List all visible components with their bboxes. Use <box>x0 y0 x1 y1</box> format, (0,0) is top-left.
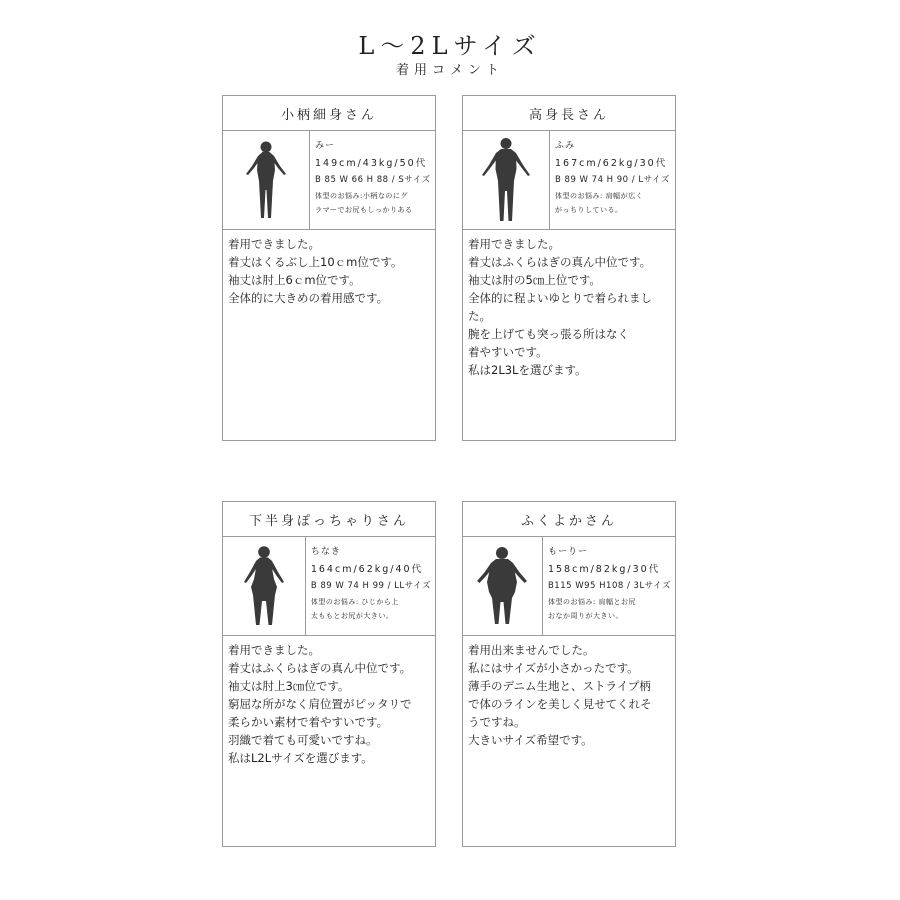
comment-line: 着用出来ませんでした。 <box>468 643 595 657</box>
profile-info <box>310 131 435 229</box>
comment-line: 着用できました。 <box>228 643 320 657</box>
review-card-petite <box>222 95 436 441</box>
reviewer-measurements: B 89 W 74 H 99 / LLサイズ <box>310 581 431 591</box>
tall-figure-icon <box>463 131 550 229</box>
reviewer-measurements: B 89 W 74 H 90 / Lサイズ <box>555 175 670 185</box>
profile-row <box>223 537 435 636</box>
comment-line: 私は2L3Lを選びます。 <box>468 363 587 377</box>
page-subtitle: 着用コメント <box>395 63 504 78</box>
body-concern-line: おなか周りが大きい。 <box>547 612 623 620</box>
card-title: 下半身ぽっちゃりさん <box>223 502 435 537</box>
reviewer-name: ちなき <box>310 547 341 557</box>
review-card-plump <box>462 501 676 847</box>
comment-line: 薄手のデニム生地と、ストライプ柄 <box>468 679 651 693</box>
curvy-lower-figure-icon <box>223 537 306 635</box>
comment-body <box>223 636 435 767</box>
reviewer-stats: 158cm/82kg/30代 <box>547 564 661 575</box>
card-title: ふくよかさん <box>463 502 675 537</box>
profile-row <box>223 131 435 230</box>
comment-body <box>223 230 435 307</box>
profile-info <box>543 537 675 635</box>
comment-line: で体のラインを美しく見せてくれそ <box>468 697 652 711</box>
comment-line: 羽織で着ても可愛いですね。 <box>228 733 378 747</box>
comment-line: 袖丈は肘の5㎝上位です。 <box>468 273 601 287</box>
plump-figure-icon <box>463 537 543 635</box>
comment-body <box>463 230 675 379</box>
body-concern-line: がっちりしている。 <box>555 206 623 214</box>
comment-line: 私はL2Lサイズを選びます。 <box>228 751 373 765</box>
review-card-curvy-lower <box>222 501 436 847</box>
review-card-tall <box>462 95 676 441</box>
reviewer-measurements: B 85 W 66 H 88 / Sサイズ <box>315 175 431 185</box>
comment-line: 大きいサイズ希望です。 <box>468 733 593 747</box>
page-title: L～2Lサイズ <box>358 32 542 60</box>
comment-line: 全体的に程よいゆとりで着られまし <box>468 291 652 305</box>
slim-figure-icon <box>223 131 310 229</box>
reviewer-name: ふみ <box>555 141 576 151</box>
reviewer-stats: 149cm/43kg/50代 <box>315 158 428 169</box>
body-concern-line: 体型のお悩み: ひじから上 <box>310 598 399 606</box>
reviewer-measurements: B115 W95 H108 / 3Lサイズ <box>547 581 671 591</box>
body-concern-line: 太ももとお尻が大きい。 <box>310 612 394 620</box>
comment-line: 私にはサイズが小さかったです。 <box>468 661 639 675</box>
reviewer-name: みー <box>315 141 336 151</box>
comment-line: 腕を上げても突っ張る所はなく <box>468 327 629 341</box>
comment-line: うですね。 <box>468 715 526 729</box>
profile-row <box>463 131 675 230</box>
comment-line: 着丈はくるぶし上10ｃm位です。 <box>228 255 403 269</box>
comment-line: た。 <box>468 309 491 323</box>
reviewer-stats: 164cm/62kg/40代 <box>310 564 424 575</box>
comment-line: 着用できました。 <box>228 237 320 251</box>
comment-line: 着やすいです。 <box>468 345 548 359</box>
comment-line: 柔らかい素材で着やすいです。 <box>228 715 389 729</box>
comment-body <box>463 636 675 749</box>
comment-line: 全体的に大きめの着用感です。 <box>228 291 389 305</box>
comment-line: 着丈はふくらはぎの真ん中位です。 <box>468 255 652 269</box>
body-concern-line: ラマーでお尻もしっかりある <box>315 206 413 214</box>
comment-line: 袖丈は肘上3㎝位です。 <box>228 679 350 693</box>
comment-line: 窮屈な所がなく肩位置がピッタリで <box>228 697 412 711</box>
profile-row <box>463 537 675 636</box>
card-title: 高身長さん <box>463 96 675 131</box>
profile-info <box>306 537 435 635</box>
body-concern-line: 体型のお悩み: 肩幅が広く <box>555 192 644 200</box>
comment-line: 袖丈は肘上6ｃm位です。 <box>228 273 361 287</box>
body-concern-line: 体型のお悩み: 肩幅とお尻 <box>547 598 637 606</box>
card-title: 小柄細身さん <box>223 96 435 131</box>
comment-line: 着用できました。 <box>468 237 560 251</box>
comment-line: 着丈はふくらはぎの真ん中位です。 <box>228 661 412 675</box>
body-concern-line: 体型のお悩み:小柄なのにグ <box>315 192 408 200</box>
profile-info <box>550 131 675 229</box>
reviewer-name: もーりー <box>547 547 588 557</box>
reviewer-stats: 167cm/62kg/30代 <box>555 158 668 169</box>
